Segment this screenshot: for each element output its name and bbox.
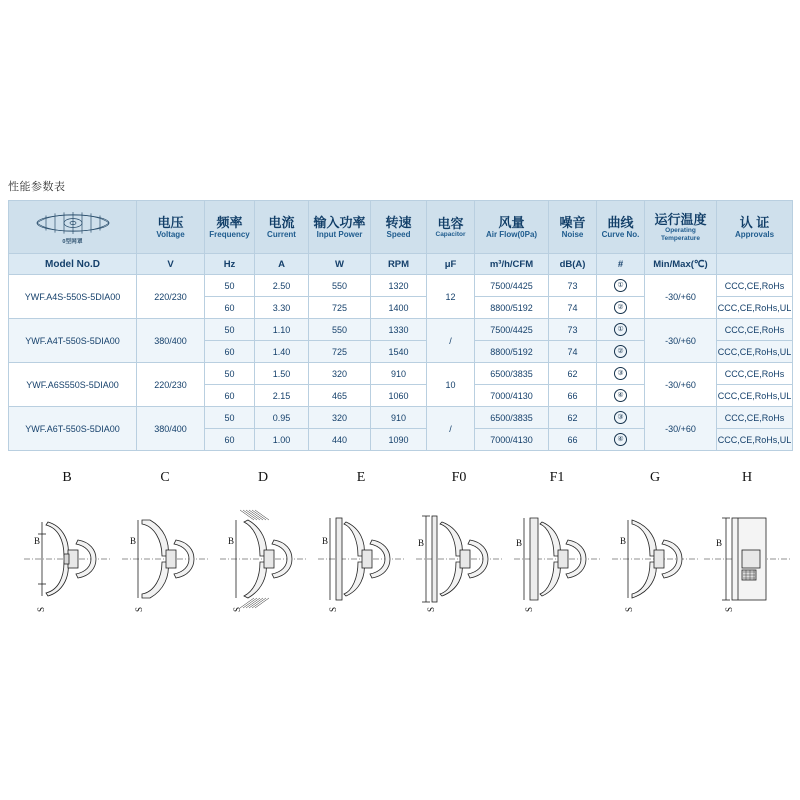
cell-noise: 73: [549, 319, 597, 341]
curve-badge: ②: [614, 345, 627, 358]
col-header-speed-cn: 转速: [385, 214, 412, 230]
col-header-voltage: [137, 201, 205, 254]
cell-input-power: 725: [309, 297, 371, 319]
fan-section-drawing-f1: [508, 494, 606, 624]
cell-input-power: 725: [309, 341, 371, 363]
cell-capacitor: 12: [427, 275, 475, 319]
cell-current: 1.40: [255, 341, 309, 363]
cell-speed: 1330: [371, 319, 427, 341]
col-header-input-power-cn: 输入功率: [313, 214, 366, 230]
col-header-curve: [597, 201, 645, 254]
page-title: 性能参数表: [8, 181, 66, 193]
cell-voltage: 380/400: [137, 407, 205, 451]
col-header-capacitor: [427, 201, 475, 254]
col-header-operating-temperature-cn: 运行温度: [654, 211, 707, 227]
cell-noise: 62: [549, 363, 597, 385]
diagram-b: [18, 470, 116, 630]
cell-current: 1.10: [255, 319, 309, 341]
cell-temperature: -30/+60: [645, 363, 717, 407]
diagram-f0: [410, 470, 508, 630]
sub-header-noise-unit: dB(A): [549, 254, 597, 275]
col-header-airflow-en: Air Flow(0Pa): [485, 229, 538, 239]
diagram-dim-d-v: B: [228, 536, 235, 546]
cell-frequency: 50: [205, 363, 255, 385]
performance-parameter-table: [8, 200, 793, 451]
curve-badge: ①: [614, 323, 627, 336]
cell-frequency: 60: [205, 429, 255, 451]
cell-noise: 74: [549, 341, 597, 363]
cell-noise: 62: [549, 407, 597, 429]
curve-badge: ①: [614, 279, 627, 292]
cell-approvals: CCC,CE,RoHs: [717, 319, 793, 341]
col-header-capacitor-cn: 电容: [437, 215, 464, 231]
diagram-dim-f1-h: S: [524, 606, 534, 612]
col-header-curve-en: Curve No.: [601, 229, 640, 239]
fan-section-drawing-h: [698, 494, 796, 624]
cell-airflow: 8800/5192: [475, 341, 549, 363]
table-header-sub: [9, 254, 793, 275]
cell-model: YWF.A4T-550S-5DIA00: [9, 319, 137, 363]
diagram-label-f0: F0: [451, 470, 467, 485]
col-header-operating-temperature-en: Operating Temperature: [661, 226, 700, 242]
col-header-frequency: [205, 201, 255, 254]
cell-input-power: 320: [309, 407, 371, 429]
cell-model: YWF.A6T-550S-5DIA00: [9, 407, 137, 451]
cell-noise: 74: [549, 297, 597, 319]
col-header-approvals: [717, 201, 793, 254]
cell-current: 1.00: [255, 429, 309, 451]
col-header-voltage-en: Voltage: [156, 229, 185, 239]
fan-guard-icon: [30, 210, 116, 236]
curve-badge: ④: [614, 389, 627, 402]
diagram-e: [312, 470, 410, 630]
cell-airflow: 7500/4425: [475, 319, 549, 341]
cell-capacitor: /: [427, 407, 475, 451]
fan-section-drawing-f0: [410, 494, 508, 624]
sub-header-approvals-unit: [717, 254, 793, 275]
col-header-speed-en: Speed: [386, 229, 411, 239]
cell-input-power: 440: [309, 429, 371, 451]
cell-frequency: 60: [205, 297, 255, 319]
diagram-d: [214, 470, 312, 630]
sub-header-speed-unit: RPM: [371, 254, 427, 275]
cell-curve: [597, 429, 645, 451]
logo-caption: 0型网罩: [62, 238, 83, 245]
curve-badge: ③: [614, 411, 627, 424]
sub-header-voltage-unit: V: [137, 254, 205, 275]
col-header-speed: [371, 201, 427, 254]
diagram-h: [698, 470, 796, 630]
cell-curve: [597, 363, 645, 385]
cell-curve: [597, 385, 645, 407]
cell-airflow: 7000/4130: [475, 385, 549, 407]
cell-input-power: 550: [309, 275, 371, 297]
diagram-dim-b-v: B: [34, 536, 41, 546]
sub-header-power-unit: W: [309, 254, 371, 275]
cell-temperature: -30/+60: [645, 407, 717, 451]
cell-noise: 73: [549, 275, 597, 297]
cell-speed: 910: [371, 407, 427, 429]
sub-header-capacitor-unit: μF: [427, 254, 475, 275]
cell-airflow: 6500/3835: [475, 363, 549, 385]
cell-speed: 1320: [371, 275, 427, 297]
table-row: [9, 407, 793, 429]
col-header-current-en: Current: [267, 229, 296, 239]
fan-section-drawing-b: [18, 494, 116, 624]
diagram-label-f1: F1: [549, 470, 565, 485]
sub-header-frequency-unit: Hz: [205, 254, 255, 275]
diagram-dim-b-h: S: [36, 606, 46, 612]
cell-noise: 66: [549, 385, 597, 407]
cell-curve: [597, 297, 645, 319]
diagram-label-e: E: [356, 470, 366, 485]
cell-current: 3.30: [255, 297, 309, 319]
cell-current: 2.50: [255, 275, 309, 297]
curve-badge: ②: [614, 301, 627, 314]
fan-section-drawing-g: [606, 494, 704, 624]
cell-speed: 910: [371, 363, 427, 385]
cell-approvals: CCC,CE,RoHs: [717, 407, 793, 429]
cell-capacitor: 10: [427, 363, 475, 407]
cell-frequency: 50: [205, 319, 255, 341]
diagram-c: [116, 470, 214, 630]
cell-speed: 1540: [371, 341, 427, 363]
cell-current: 2.15: [255, 385, 309, 407]
cell-voltage: 220/230: [137, 275, 205, 319]
cell-model: YWF.A6S550S-5DIA00: [9, 363, 137, 407]
col-header-noise-en: Noise: [561, 229, 584, 239]
col-header-input-power: [309, 201, 371, 254]
fan-section-drawing-d: [214, 494, 312, 624]
col-header-frequency-cn: 频率: [216, 214, 243, 230]
mounting-type-diagram-strip: [8, 470, 792, 630]
col-header-airflow-cn: 风量: [498, 214, 525, 230]
sub-header-current-unit: A: [255, 254, 309, 275]
cell-airflow: 8800/5192: [475, 297, 549, 319]
table-row: [9, 363, 793, 385]
diagram-dim-c-h: S: [134, 606, 144, 612]
diagram-dim-e-h: S: [328, 606, 338, 612]
cell-airflow: 7000/4130: [475, 429, 549, 451]
cell-speed: 1060: [371, 385, 427, 407]
brand-logo-cell: [9, 201, 137, 254]
cell-input-power: 465: [309, 385, 371, 407]
cell-input-power: 550: [309, 319, 371, 341]
diagram-dim-f1-v: B: [516, 538, 523, 548]
curve-badge: ④: [614, 433, 627, 446]
diagram-label-d: D: [257, 470, 269, 485]
curve-badge: ③: [614, 367, 627, 380]
cell-curve: [597, 275, 645, 297]
col-header-current: [255, 201, 309, 254]
col-header-voltage-cn: 电压: [157, 214, 184, 230]
cell-input-power: 320: [309, 363, 371, 385]
cell-current: 0.95: [255, 407, 309, 429]
sub-header-curve-unit: #: [597, 254, 645, 275]
cell-voltage: 220/230: [137, 363, 205, 407]
col-header-operating-temperature: [645, 201, 717, 254]
cell-approvals: CCC,CE,RoHs,UL: [717, 429, 793, 451]
col-header-current-cn: 电流: [268, 214, 295, 230]
diagram-label-b: B: [62, 470, 72, 485]
col-header-airflow: [475, 201, 549, 254]
cell-approvals: CCC,CE,RoHs,UL: [717, 385, 793, 407]
sub-header-airflow-unit: m³/h/CFM: [475, 254, 549, 275]
cell-approvals: CCC,CE,RoHs,UL: [717, 297, 793, 319]
diagram-dim-g-h: S: [624, 606, 634, 612]
diagram-dim-g-v: B: [620, 536, 627, 546]
cell-speed: 1090: [371, 429, 427, 451]
cell-speed: 1400: [371, 297, 427, 319]
sub-header-model: Model No.D: [9, 254, 137, 275]
sub-header-temperature-unit: Min/Max(℃): [645, 254, 717, 275]
col-header-approvals-en: Approvals: [734, 229, 775, 239]
diagram-label-g: G: [649, 470, 661, 485]
cell-airflow: 7500/4425: [475, 275, 549, 297]
col-header-input-power-en: Input Power: [316, 229, 363, 239]
table-row: [9, 319, 793, 341]
cell-temperature: -30/+60: [645, 319, 717, 363]
col-header-approvals-cn: 认 证: [739, 214, 770, 230]
cell-curve: [597, 341, 645, 363]
diagram-dim-h-h: S: [724, 606, 734, 612]
diagram-g: [606, 470, 704, 630]
diagram-dim-h-v: B: [716, 538, 723, 548]
col-header-noise-cn: 噪音: [559, 214, 586, 230]
col-header-capacitor-en: Capacitor: [435, 230, 466, 238]
fan-section-drawing-e: [312, 494, 410, 624]
cell-frequency: 50: [205, 407, 255, 429]
table-header-main: [9, 201, 793, 254]
diagram-dim-c-v: B: [130, 536, 137, 546]
cell-model: YWF.A4S-550S-5DIA00: [9, 275, 137, 319]
diagram-dim-f0-v: B: [418, 538, 425, 548]
diagram-label-c: C: [160, 470, 170, 485]
cell-current: 1.50: [255, 363, 309, 385]
diagram-dim-e-v: B: [322, 536, 329, 546]
cell-approvals: CCC,CE,RoHs,UL: [717, 341, 793, 363]
cell-temperature: -30/+60: [645, 275, 717, 319]
col-header-curve-cn: 曲线: [607, 214, 634, 230]
fan-section-drawing-c: [116, 494, 214, 624]
diagram-f1: [508, 470, 606, 630]
table-row: [9, 275, 793, 297]
cell-frequency: 50: [205, 275, 255, 297]
cell-curve: [597, 319, 645, 341]
cell-frequency: 60: [205, 385, 255, 407]
cell-capacitor: /: [427, 319, 475, 363]
diagram-dim-f0-h: S: [426, 606, 436, 612]
col-header-noise: [549, 201, 597, 254]
cell-airflow: 6500/3835: [475, 407, 549, 429]
cell-approvals: CCC,CE,RoHs: [717, 363, 793, 385]
diagram-label-h: H: [741, 470, 753, 485]
cell-frequency: 60: [205, 341, 255, 363]
cell-curve: [597, 407, 645, 429]
diagram-dim-d-h: S: [232, 606, 242, 612]
cell-approvals: CCC,CE,RoHs: [717, 275, 793, 297]
cell-noise: 66: [549, 429, 597, 451]
cell-voltage: 380/400: [137, 319, 205, 363]
col-header-frequency-en: Frequency: [209, 229, 250, 239]
